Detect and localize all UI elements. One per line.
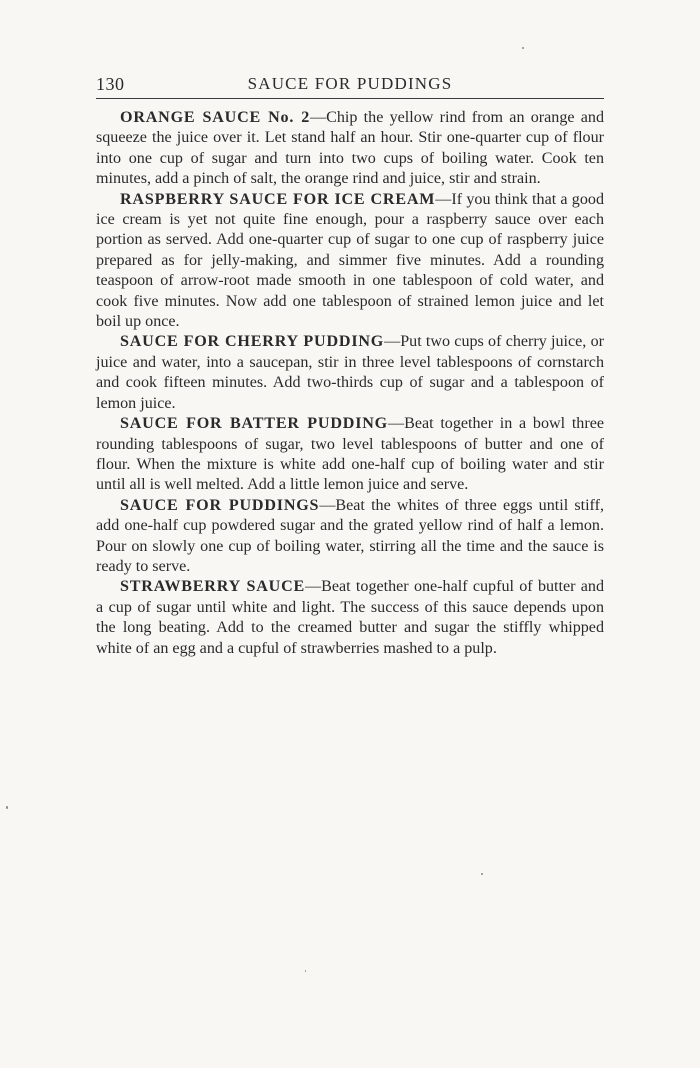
paper-speck [522,47,524,49]
paper-speck [481,873,483,875]
recipe-title: STRAWBERRY SAUCE [120,578,306,596]
recipe-text: —Beat the whites of three eggs until stiff, add one-half cup powdered sugar and the grated yellow rind of half a lemon. Pour on slowly one cup of boiling water, stirring all the time and the sauce is ready to serve. [96,496,604,575]
recipe-batter-pudding-sauce [96,414,604,496]
recipe-title: SAUCE FOR CHERRY PUDDING [120,333,385,351]
running-title: SAUCE FOR PUDDINGS [247,74,453,93]
recipe-pudding-sauce [96,496,604,578]
recipe-text: —Put two cups of cherry juice, or juice and water, into a saucepan, stir in three level tablespoons of cornstarch and cook fifteen minutes. Add two-thirds cup of sugar and a tablespoon of lemon juice. [96,333,604,412]
paper-speck [305,970,306,972]
recipe-title: SAUCE FOR BATTER PUDDING [120,415,389,433]
recipe-orange-sauce [96,108,604,190]
recipe-text: —Chip the yellow rind from an orange and squeeze the juice over it. Let stand half an hour. Stir one-quarter cup of flour into one cup of sugar and turn into two cups of boiling water. Cook ten minutes, add a pinch of salt, the orange rind and juice, stir and strain. [96,109,604,188]
recipe-title: RASPBERRY SAUCE FOR ICE CREAM [120,190,436,208]
recipe-list [96,108,604,659]
recipe-raspberry-sauce [96,190,604,333]
recipe-strawberry-sauce [96,577,604,659]
recipe-cherry-pudding-sauce [96,332,604,414]
page-header [96,72,604,99]
recipe-title: SAUCE FOR PUDDINGS [120,496,320,514]
page-number: 130 [96,74,125,94]
recipe-text: —If you think that a good ice cream is yet not quite fine enough, pour a raspberry sauce over each portion as served. Add one-quarter cup of sugar to one cup of raspberry juice prepared as for jelly-making, and simmer five minutes. Add a rounding teaspoon of arrow-root made smooth in one tablespoon of cold water, and cook five minutes. Now add one tablespoon of strained lemon juice and let boil up once. [96,190,604,331]
recipe-text: —Beat together one-half cupful of butter and a cup of sugar until white and light. The success of this sauce depends upon the long beating. Add to the creamed butter and sugar the stiffly whipped white of an egg and a cupful of strawberries mashed to a pulp. [96,578,604,657]
recipe-title: ORANGE SAUCE No. 2 [120,109,311,126]
recipe-text: —Beat together in a bowl three rounding tablespoons of sugar, two level tablespoons of butter and one of flour. When the mixture is white add one-half cup of boiling water and stir until all is well melted. Add a little lemon juice and serve. [96,415,604,494]
paper-speck [6,806,8,809]
